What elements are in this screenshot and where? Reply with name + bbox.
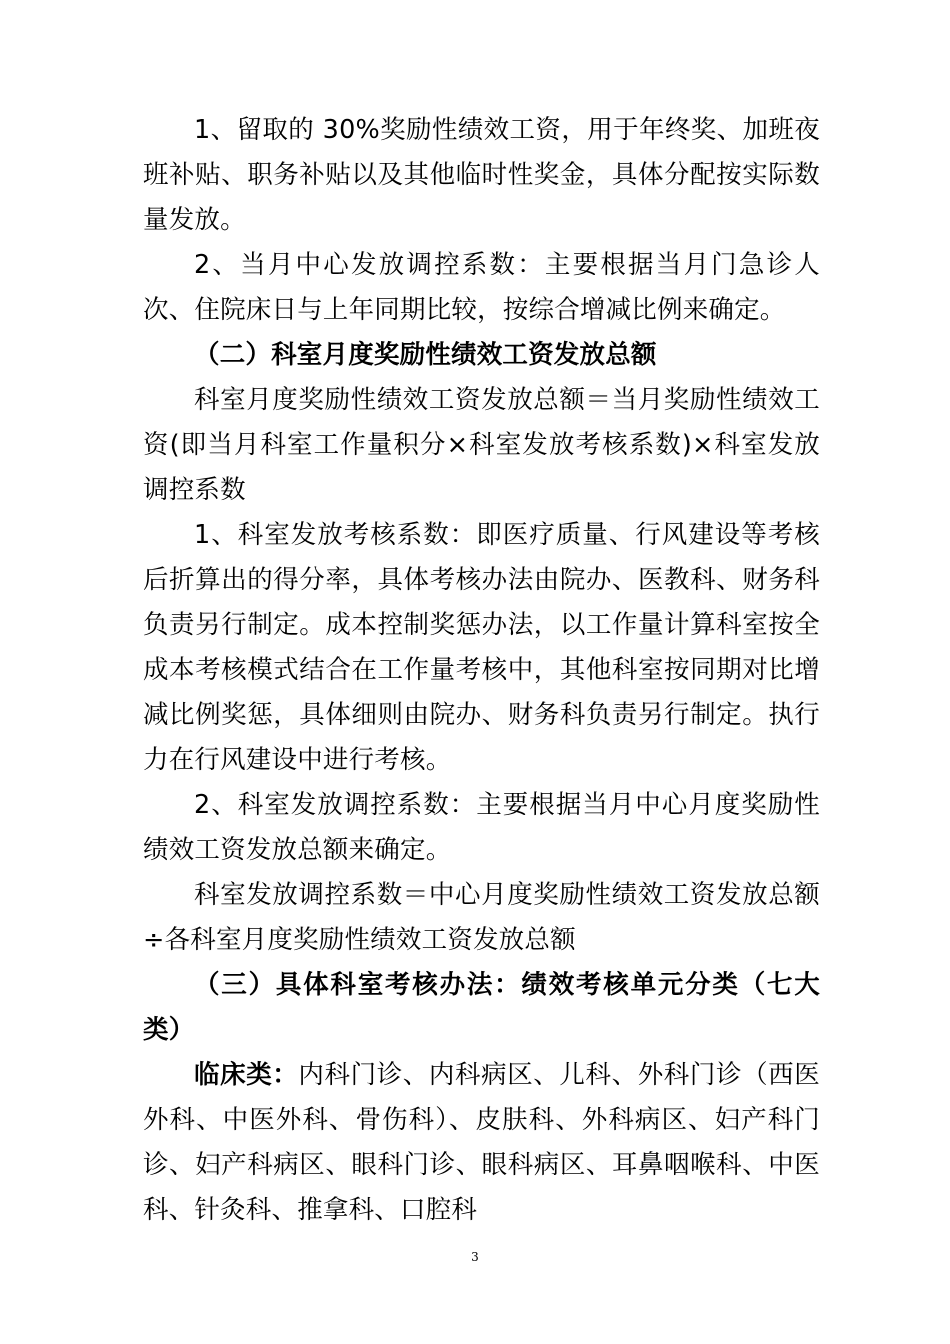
paragraph-reserved-bonus: 1、留取的 30%奖励性绩效工资，用于年终奖、加班夜班补贴、职务补贴以及其他临时性奖金，具体分配按实际数量发放。: [143, 115, 820, 235]
paragraph-dept-regulation-coefficient: 2、科室发放调控系数：主要根据当月中心月度奖励性绩效工资发放总额来确定。: [143, 790, 820, 865]
section-heading-3: （三）具体科室考核办法：绩效考核单元分类（七大类）: [143, 970, 820, 1045]
paragraph-regulation-formula: 科室发放调控系数＝中心月度奖励性绩效工资发放总额÷各科室月度奖励性绩效工资发放总额: [143, 880, 820, 955]
page-number: 3: [471, 1250, 479, 1264]
document-body: [143, 108, 820, 1233]
clinical-category-list: 内科门诊、内科病区、儿科、外科门诊（西医外科、中医外科、骨伤科）、皮肤科、外科病区、妇产科门诊、妇产科病区、眼科门诊、眼科病区、耳鼻咽喉科、中医科、针灸科、推拿科、口腔科: [143, 1060, 820, 1225]
paragraph-clinical-category: [143, 1053, 820, 1233]
clinical-category-label: 临床类：: [194, 1060, 299, 1090]
section-heading-2: （二）科室月度奖励性绩效工资发放总额: [194, 340, 657, 370]
paragraph-dept-assessment-coefficient: 1、科室发放考核系数：即医疗质量、行风建设等考核后折算出的得分率，具体考核办法由院办、医教科、财务科负责另行制定。成本控制奖惩办法，以工作量计算科室按全成本考核模式结合在工作量考核中，其他科室按同期对比增减比例奖惩，具体细则由院办、财务科负责另行制定。执行力在行风建设中进行考核。: [143, 520, 820, 775]
paragraph-center-coefficient: 2、当月中心发放调控系数：主要根据当月门急诊人次、住院床日与上年同期比较，按综合增减比例来确定。: [143, 250, 820, 325]
paragraph-dept-total-formula: 科室月度奖励性绩效工资发放总额＝当月奖励性绩效工资(即当月科室工作量积分×科室发放考核系数)×科室发放调控系数: [143, 385, 820, 505]
